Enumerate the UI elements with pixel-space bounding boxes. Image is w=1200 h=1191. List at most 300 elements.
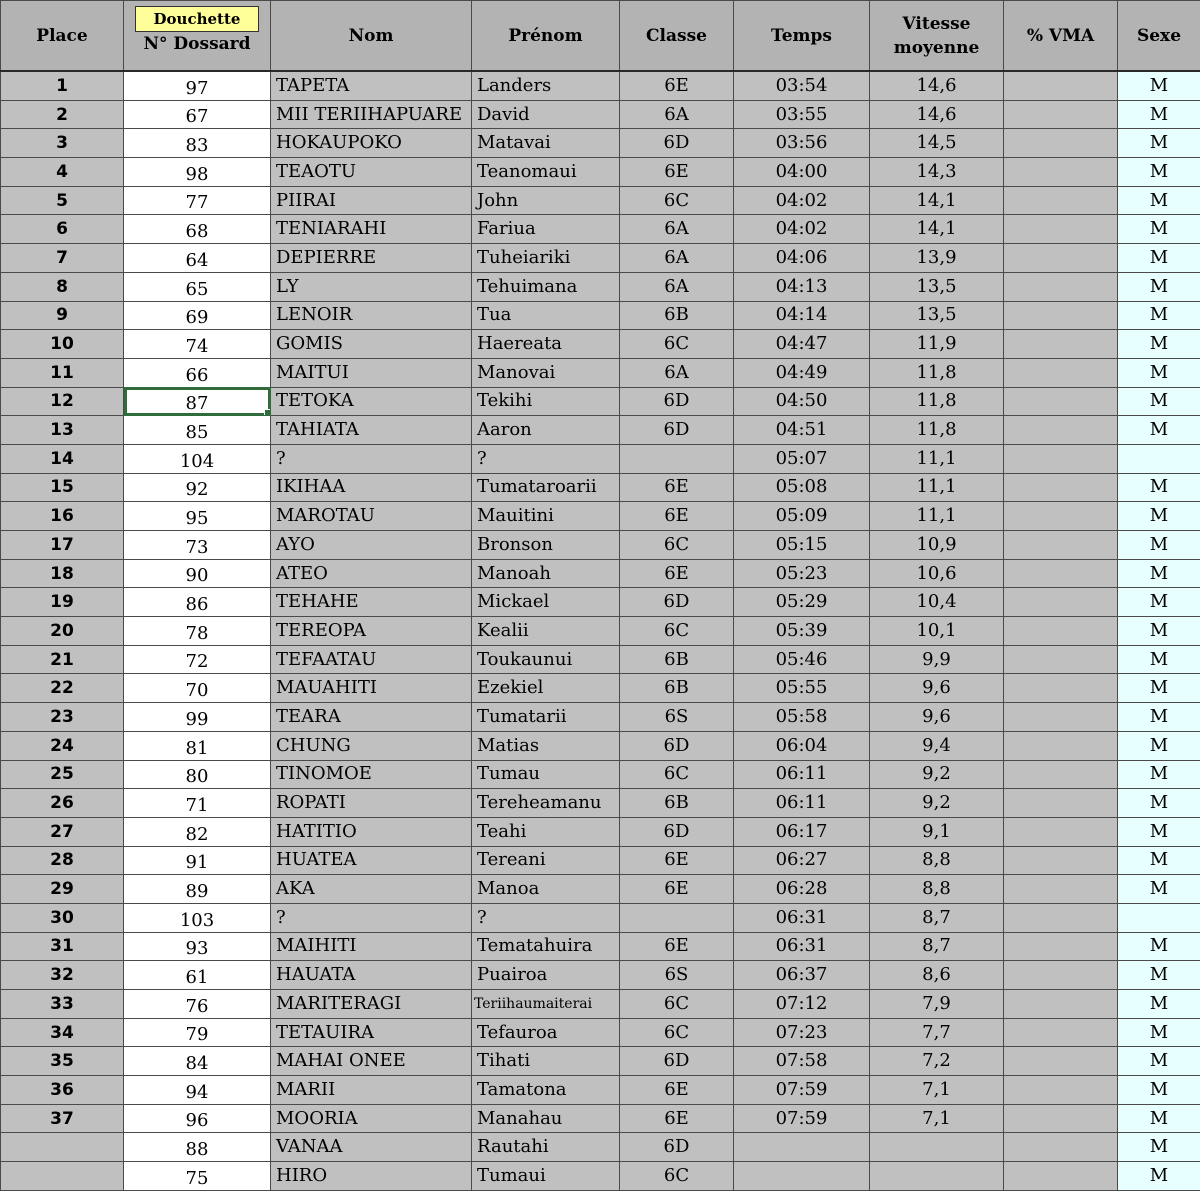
place-cell[interactable]: 2 bbox=[1, 100, 124, 129]
sexe-cell[interactable]: M bbox=[1118, 473, 1200, 502]
place-cell[interactable]: 33 bbox=[1, 990, 124, 1019]
sexe-cell[interactable]: M bbox=[1118, 1018, 1200, 1047]
prenom-cell[interactable]: John bbox=[472, 186, 620, 215]
classe-cell[interactable]: 6E bbox=[620, 932, 734, 961]
vitesse-cell[interactable]: 14,1 bbox=[870, 215, 1004, 244]
classe-cell[interactable]: 6A bbox=[620, 358, 734, 387]
classe-cell[interactable]: 6C bbox=[620, 531, 734, 560]
temps-cell[interactable]: 05:29 bbox=[734, 588, 870, 617]
prenom-cell[interactable]: Tuheiariki bbox=[472, 244, 620, 273]
vma-cell[interactable] bbox=[1004, 1076, 1118, 1105]
dossard-cell[interactable]: 84 bbox=[124, 1047, 271, 1076]
temps-cell[interactable]: 05:39 bbox=[734, 617, 870, 646]
nom-cell[interactable]: MAIHITI bbox=[271, 932, 472, 961]
sexe-cell[interactable]: M bbox=[1118, 272, 1200, 301]
vma-cell[interactable] bbox=[1004, 186, 1118, 215]
dossard-cell[interactable]: 70 bbox=[124, 674, 271, 703]
classe-cell[interactable]: 6E bbox=[620, 71, 734, 100]
temps-cell[interactable]: 06:28 bbox=[734, 875, 870, 904]
vitesse-cell[interactable]: 11,8 bbox=[870, 387, 1004, 416]
prenom-cell[interactable]: Tumataroarii bbox=[472, 473, 620, 502]
vma-cell[interactable] bbox=[1004, 100, 1118, 129]
dossard-cell[interactable]: 92 bbox=[124, 473, 271, 502]
dossard-cell[interactable]: 104 bbox=[124, 444, 271, 473]
nom-cell[interactable]: MAHAI ONEE bbox=[271, 1047, 472, 1076]
vitesse-cell[interactable]: 10,6 bbox=[870, 559, 1004, 588]
place-cell[interactable]: 15 bbox=[1, 473, 124, 502]
dossard-cell[interactable]: 71 bbox=[124, 789, 271, 818]
prenom-cell[interactable]: ? bbox=[472, 903, 620, 932]
vitesse-cell[interactable]: 11,8 bbox=[870, 416, 1004, 445]
prenom-cell[interactable]: Manovai bbox=[472, 358, 620, 387]
sexe-cell[interactable] bbox=[1118, 444, 1200, 473]
vma-cell[interactable] bbox=[1004, 330, 1118, 359]
temps-cell[interactable]: 04:49 bbox=[734, 358, 870, 387]
header-nom[interactable]: Nom bbox=[271, 1, 472, 72]
vitesse-cell[interactable]: 11,9 bbox=[870, 330, 1004, 359]
nom-cell[interactable]: TEAOTU bbox=[271, 158, 472, 187]
classe-cell[interactable] bbox=[620, 903, 734, 932]
sexe-cell[interactable]: M bbox=[1118, 186, 1200, 215]
vma-cell[interactable] bbox=[1004, 158, 1118, 187]
place-cell[interactable] bbox=[1, 1162, 124, 1191]
nom-cell[interactable]: MII TERIIHAPUARE bbox=[271, 100, 472, 129]
vma-cell[interactable] bbox=[1004, 387, 1118, 416]
place-cell[interactable]: 12 bbox=[1, 387, 124, 416]
fill-handle[interactable] bbox=[264, 409, 271, 416]
sexe-cell[interactable]: M bbox=[1118, 961, 1200, 990]
prenom-cell[interactable]: Tereani bbox=[472, 846, 620, 875]
sexe-cell[interactable]: M bbox=[1118, 674, 1200, 703]
nom-cell[interactable]: TEREOPA bbox=[271, 617, 472, 646]
place-cell[interactable]: 5 bbox=[1, 186, 124, 215]
sexe-cell[interactable]: M bbox=[1118, 875, 1200, 904]
place-cell[interactable]: 13 bbox=[1, 416, 124, 445]
nom-cell[interactable]: HAUATA bbox=[271, 961, 472, 990]
temps-cell[interactable]: 04:02 bbox=[734, 215, 870, 244]
header-vitesse[interactable] bbox=[870, 1, 1004, 72]
prenom-cell[interactable]: Teriihaumaiterai bbox=[472, 990, 620, 1019]
vma-cell[interactable] bbox=[1004, 215, 1118, 244]
prenom-cell[interactable]: Tamatona bbox=[472, 1076, 620, 1105]
vitesse-cell[interactable]: 8,7 bbox=[870, 903, 1004, 932]
nom-cell[interactable]: LY bbox=[271, 272, 472, 301]
temps-cell[interactable]: 05:58 bbox=[734, 703, 870, 732]
place-cell[interactable]: 17 bbox=[1, 531, 124, 560]
classe-cell[interactable]: 6E bbox=[620, 158, 734, 187]
dossard-cell[interactable]: 103 bbox=[124, 903, 271, 932]
dossard-cell[interactable]: 78 bbox=[124, 617, 271, 646]
vitesse-cell[interactable]: 14,3 bbox=[870, 158, 1004, 187]
prenom-cell[interactable]: Tekihi bbox=[472, 387, 620, 416]
place-cell[interactable]: 3 bbox=[1, 129, 124, 158]
temps-cell[interactable]: 07:23 bbox=[734, 1018, 870, 1047]
vma-cell[interactable] bbox=[1004, 903, 1118, 932]
vitesse-cell[interactable]: 7,1 bbox=[870, 1076, 1004, 1105]
prenom-cell[interactable]: Manoah bbox=[472, 559, 620, 588]
sexe-cell[interactable]: M bbox=[1118, 129, 1200, 158]
selected-cell[interactable]: 87 bbox=[124, 387, 271, 416]
vma-cell[interactable] bbox=[1004, 846, 1118, 875]
vma-cell[interactable] bbox=[1004, 617, 1118, 646]
sexe-cell[interactable]: M bbox=[1118, 588, 1200, 617]
vitesse-cell[interactable]: 13,5 bbox=[870, 301, 1004, 330]
dossard-cell[interactable]: 97 bbox=[124, 71, 271, 100]
nom-cell[interactable]: MARITERAGI bbox=[271, 990, 472, 1019]
vitesse-cell[interactable]: 7,2 bbox=[870, 1047, 1004, 1076]
vitesse-cell[interactable]: 8,8 bbox=[870, 846, 1004, 875]
dossard-cell[interactable]: 64 bbox=[124, 244, 271, 273]
classe-cell[interactable]: 6E bbox=[620, 846, 734, 875]
place-cell[interactable]: 16 bbox=[1, 502, 124, 531]
prenom-cell[interactable]: Manoa bbox=[472, 875, 620, 904]
classe-cell[interactable]: 6E bbox=[620, 473, 734, 502]
dossard-cell[interactable]: 66 bbox=[124, 358, 271, 387]
vma-cell[interactable] bbox=[1004, 1104, 1118, 1133]
vma-cell[interactable] bbox=[1004, 789, 1118, 818]
nom-cell[interactable]: MARII bbox=[271, 1076, 472, 1105]
nom-cell[interactable]: CHUNG bbox=[271, 731, 472, 760]
sexe-cell[interactable]: M bbox=[1118, 1133, 1200, 1162]
sexe-cell[interactable]: M bbox=[1118, 358, 1200, 387]
nom-cell[interactable]: HATITIO bbox=[271, 817, 472, 846]
dossard-cell[interactable]: 68 bbox=[124, 215, 271, 244]
temps-cell[interactable]: 04:02 bbox=[734, 186, 870, 215]
dossard-cell[interactable]: 95 bbox=[124, 502, 271, 531]
classe-cell[interactable]: 6D bbox=[620, 817, 734, 846]
temps-cell[interactable]: 05:46 bbox=[734, 645, 870, 674]
vma-cell[interactable] bbox=[1004, 358, 1118, 387]
dossard-cell[interactable]: 96 bbox=[124, 1104, 271, 1133]
prenom-cell[interactable]: Tihati bbox=[472, 1047, 620, 1076]
prenom-cell[interactable]: Kealii bbox=[472, 617, 620, 646]
temps-cell[interactable]: 04:13 bbox=[734, 272, 870, 301]
nom-cell[interactable]: VANAA bbox=[271, 1133, 472, 1162]
sexe-cell[interactable]: M bbox=[1118, 71, 1200, 100]
dossard-cell[interactable]: 89 bbox=[124, 875, 271, 904]
classe-cell[interactable]: 6D bbox=[620, 588, 734, 617]
place-cell[interactable]: 4 bbox=[1, 158, 124, 187]
place-cell[interactable]: 24 bbox=[1, 731, 124, 760]
dossard-cell[interactable]: 73 bbox=[124, 531, 271, 560]
vma-cell[interactable] bbox=[1004, 817, 1118, 846]
temps-cell[interactable]: 07:58 bbox=[734, 1047, 870, 1076]
temps-cell[interactable]: 05:09 bbox=[734, 502, 870, 531]
nom-cell[interactable]: HIRO bbox=[271, 1162, 472, 1191]
prenom-cell[interactable]: ? bbox=[472, 444, 620, 473]
place-cell[interactable]: 18 bbox=[1, 559, 124, 588]
dossard-cell[interactable]: 98 bbox=[124, 158, 271, 187]
place-cell[interactable]: 22 bbox=[1, 674, 124, 703]
vma-cell[interactable] bbox=[1004, 674, 1118, 703]
vma-cell[interactable] bbox=[1004, 990, 1118, 1019]
prenom-cell[interactable]: Tematahuira bbox=[472, 932, 620, 961]
sexe-cell[interactable]: M bbox=[1118, 645, 1200, 674]
classe-cell[interactable]: 6D bbox=[620, 1133, 734, 1162]
prenom-cell[interactable]: Tefauroa bbox=[472, 1018, 620, 1047]
temps-cell[interactable]: 03:56 bbox=[734, 129, 870, 158]
dossard-cell[interactable]: 69 bbox=[124, 301, 271, 330]
classe-cell[interactable]: 6D bbox=[620, 1047, 734, 1076]
prenom-cell[interactable]: David bbox=[472, 100, 620, 129]
dossard-cell[interactable]: 79 bbox=[124, 1018, 271, 1047]
prenom-cell[interactable]: Tumatarii bbox=[472, 703, 620, 732]
dossard-cell[interactable]: 80 bbox=[124, 760, 271, 789]
vitesse-cell[interactable] bbox=[870, 1133, 1004, 1162]
dossard-cell[interactable]: 90 bbox=[124, 559, 271, 588]
vitesse-cell[interactable]: 14,1 bbox=[870, 186, 1004, 215]
vitesse-cell[interactable]: 13,5 bbox=[870, 272, 1004, 301]
classe-cell[interactable]: 6C bbox=[620, 1162, 734, 1191]
nom-cell[interactable]: TEARA bbox=[271, 703, 472, 732]
vitesse-cell[interactable]: 8,8 bbox=[870, 875, 1004, 904]
classe-cell[interactable]: 6A bbox=[620, 215, 734, 244]
prenom-cell[interactable]: Teanomaui bbox=[472, 158, 620, 187]
dossard-cell[interactable]: 99 bbox=[124, 703, 271, 732]
classe-cell[interactable]: 6B bbox=[620, 645, 734, 674]
nom-cell[interactable]: ROPATI bbox=[271, 789, 472, 818]
place-cell[interactable]: 25 bbox=[1, 760, 124, 789]
vitesse-cell[interactable]: 14,6 bbox=[870, 71, 1004, 100]
place-cell[interactable]: 30 bbox=[1, 903, 124, 932]
sexe-cell[interactable]: M bbox=[1118, 502, 1200, 531]
classe-cell[interactable]: 6S bbox=[620, 961, 734, 990]
vitesse-cell[interactable]: 10,9 bbox=[870, 531, 1004, 560]
prenom-cell[interactable]: Tehuimana bbox=[472, 272, 620, 301]
vma-cell[interactable] bbox=[1004, 473, 1118, 502]
sexe-cell[interactable]: M bbox=[1118, 817, 1200, 846]
place-cell[interactable]: 20 bbox=[1, 617, 124, 646]
classe-cell[interactable]: 6A bbox=[620, 100, 734, 129]
classe-cell[interactable]: 6D bbox=[620, 416, 734, 445]
temps-cell[interactable]: 06:27 bbox=[734, 846, 870, 875]
prenom-cell[interactable]: Toukaunui bbox=[472, 645, 620, 674]
nom-cell[interactable]: ATEO bbox=[271, 559, 472, 588]
prenom-cell[interactable]: Matavai bbox=[472, 129, 620, 158]
place-cell[interactable]: 8 bbox=[1, 272, 124, 301]
place-cell[interactable]: 11 bbox=[1, 358, 124, 387]
prenom-cell[interactable]: Puairoa bbox=[472, 961, 620, 990]
vma-cell[interactable] bbox=[1004, 588, 1118, 617]
sexe-cell[interactable] bbox=[1118, 903, 1200, 932]
sexe-cell[interactable]: M bbox=[1118, 1047, 1200, 1076]
dossard-cell[interactable]: 77 bbox=[124, 186, 271, 215]
prenom-cell[interactable]: Tumau bbox=[472, 760, 620, 789]
sexe-cell[interactable]: M bbox=[1118, 301, 1200, 330]
classe-cell[interactable]: 6E bbox=[620, 1104, 734, 1133]
classe-cell[interactable]: 6E bbox=[620, 502, 734, 531]
place-cell[interactable]: 19 bbox=[1, 588, 124, 617]
sexe-cell[interactable]: M bbox=[1118, 760, 1200, 789]
classe-cell[interactable]: 6C bbox=[620, 330, 734, 359]
sexe-cell[interactable]: M bbox=[1118, 1104, 1200, 1133]
place-cell[interactable]: 6 bbox=[1, 215, 124, 244]
place-cell[interactable]: 28 bbox=[1, 846, 124, 875]
vitesse-cell[interactable]: 9,1 bbox=[870, 817, 1004, 846]
dossard-cell[interactable]: 91 bbox=[124, 846, 271, 875]
temps-cell[interactable]: 05:15 bbox=[734, 531, 870, 560]
temps-cell[interactable]: 06:04 bbox=[734, 731, 870, 760]
place-cell[interactable]: 27 bbox=[1, 817, 124, 846]
vitesse-cell[interactable]: 8,6 bbox=[870, 961, 1004, 990]
nom-cell[interactable]: MAROTAU bbox=[271, 502, 472, 531]
nom-cell[interactable]: MAUAHITI bbox=[271, 674, 472, 703]
vma-cell[interactable] bbox=[1004, 272, 1118, 301]
nom-cell[interactable]: ? bbox=[271, 444, 472, 473]
dossard-cell[interactable]: 88 bbox=[124, 1133, 271, 1162]
place-cell[interactable]: 21 bbox=[1, 645, 124, 674]
sexe-cell[interactable]: M bbox=[1118, 559, 1200, 588]
prenom-cell[interactable]: Haereata bbox=[472, 330, 620, 359]
vma-cell[interactable] bbox=[1004, 1162, 1118, 1191]
dossard-cell[interactable]: 67 bbox=[124, 100, 271, 129]
vitesse-cell[interactable]: 11,1 bbox=[870, 502, 1004, 531]
classe-cell[interactable]: 6C bbox=[620, 760, 734, 789]
prenom-cell[interactable]: Tereheamanu bbox=[472, 789, 620, 818]
nom-cell[interactable]: TEHAHE bbox=[271, 588, 472, 617]
temps-cell[interactable]: 06:31 bbox=[734, 932, 870, 961]
sexe-cell[interactable]: M bbox=[1118, 100, 1200, 129]
prenom-cell[interactable]: Teahi bbox=[472, 817, 620, 846]
classe-cell[interactable]: 6E bbox=[620, 1076, 734, 1105]
temps-cell[interactable]: 05:07 bbox=[734, 444, 870, 473]
vma-cell[interactable] bbox=[1004, 932, 1118, 961]
classe-cell[interactable]: 6D bbox=[620, 387, 734, 416]
nom-cell[interactable]: AYO bbox=[271, 531, 472, 560]
vitesse-cell[interactable]: 7,9 bbox=[870, 990, 1004, 1019]
vma-cell[interactable] bbox=[1004, 731, 1118, 760]
sexe-cell[interactable]: M bbox=[1118, 531, 1200, 560]
nom-cell[interactable]: TAPETA bbox=[271, 71, 472, 100]
place-cell[interactable]: 35 bbox=[1, 1047, 124, 1076]
temps-cell[interactable]: 05:08 bbox=[734, 473, 870, 502]
temps-cell[interactable]: 06:11 bbox=[734, 760, 870, 789]
vitesse-cell[interactable]: 9,6 bbox=[870, 674, 1004, 703]
prenom-cell[interactable]: Tua bbox=[472, 301, 620, 330]
dossard-cell[interactable]: 75 bbox=[124, 1162, 271, 1191]
place-cell[interactable] bbox=[1, 1133, 124, 1162]
temps-cell[interactable]: 03:54 bbox=[734, 71, 870, 100]
prenom-cell[interactable]: Ezekiel bbox=[472, 674, 620, 703]
vma-cell[interactable] bbox=[1004, 1047, 1118, 1076]
dossard-cell[interactable]: 61 bbox=[124, 961, 271, 990]
dossard-cell[interactable]: 76 bbox=[124, 990, 271, 1019]
nom-cell[interactable]: GOMIS bbox=[271, 330, 472, 359]
classe-cell[interactable]: 6E bbox=[620, 875, 734, 904]
classe-cell[interactable]: 6D bbox=[620, 129, 734, 158]
vitesse-cell[interactable]: 9,2 bbox=[870, 789, 1004, 818]
nom-cell[interactable]: ? bbox=[271, 903, 472, 932]
sexe-cell[interactable]: M bbox=[1118, 244, 1200, 273]
vma-cell[interactable] bbox=[1004, 961, 1118, 990]
vitesse-cell[interactable]: 14,6 bbox=[870, 100, 1004, 129]
temps-cell[interactable]: 03:55 bbox=[734, 100, 870, 129]
temps-cell[interactable]: 04:06 bbox=[734, 244, 870, 273]
place-cell[interactable]: 34 bbox=[1, 1018, 124, 1047]
nom-cell[interactable]: LENOIR bbox=[271, 301, 472, 330]
sexe-cell[interactable]: M bbox=[1118, 387, 1200, 416]
prenom-cell[interactable]: Mauitini bbox=[472, 502, 620, 531]
nom-cell[interactable]: HUATEA bbox=[271, 846, 472, 875]
sexe-cell[interactable]: M bbox=[1118, 990, 1200, 1019]
place-cell[interactable]: 26 bbox=[1, 789, 124, 818]
sexe-cell[interactable]: M bbox=[1118, 158, 1200, 187]
sexe-cell[interactable]: M bbox=[1118, 789, 1200, 818]
nom-cell[interactable]: HOKAUPOKO bbox=[271, 129, 472, 158]
classe-cell[interactable] bbox=[620, 444, 734, 473]
temps-cell[interactable]: 04:50 bbox=[734, 387, 870, 416]
prenom-cell[interactable]: Tumaui bbox=[472, 1162, 620, 1191]
vitesse-cell[interactable]: 13,9 bbox=[870, 244, 1004, 273]
vma-cell[interactable] bbox=[1004, 444, 1118, 473]
header-classe[interactable]: Classe bbox=[620, 1, 734, 72]
dossard-cell[interactable]: 82 bbox=[124, 817, 271, 846]
dossard-cell[interactable]: 65 bbox=[124, 272, 271, 301]
vma-cell[interactable] bbox=[1004, 559, 1118, 588]
temps-cell[interactable]: 07:12 bbox=[734, 990, 870, 1019]
vma-cell[interactable] bbox=[1004, 703, 1118, 732]
header-sexe[interactable]: Sexe bbox=[1118, 1, 1200, 72]
prenom-cell[interactable]: Mickael bbox=[472, 588, 620, 617]
classe-cell[interactable]: 6B bbox=[620, 789, 734, 818]
classe-cell[interactable]: 6C bbox=[620, 186, 734, 215]
vma-cell[interactable] bbox=[1004, 1133, 1118, 1162]
temps-cell[interactable]: 06:11 bbox=[734, 789, 870, 818]
vma-cell[interactable] bbox=[1004, 244, 1118, 273]
prenom-cell[interactable]: Rautahi bbox=[472, 1133, 620, 1162]
prenom-cell[interactable]: Landers bbox=[472, 71, 620, 100]
sexe-cell[interactable]: M bbox=[1118, 330, 1200, 359]
vma-cell[interactable] bbox=[1004, 129, 1118, 158]
dossard-cell[interactable]: 72 bbox=[124, 645, 271, 674]
vma-cell[interactable] bbox=[1004, 645, 1118, 674]
nom-cell[interactable]: DEPIERRE bbox=[271, 244, 472, 273]
temps-cell[interactable] bbox=[734, 1162, 870, 1191]
dossard-cell[interactable]: 74 bbox=[124, 330, 271, 359]
vitesse-cell[interactable]: 9,2 bbox=[870, 760, 1004, 789]
prenom-cell[interactable]: Bronson bbox=[472, 531, 620, 560]
dossard-cell[interactable]: 85 bbox=[124, 416, 271, 445]
sexe-cell[interactable]: M bbox=[1118, 617, 1200, 646]
header-dossard[interactable] bbox=[124, 1, 271, 72]
nom-cell[interactable]: TAHIATA bbox=[271, 416, 472, 445]
nom-cell[interactable]: MOORIA bbox=[271, 1104, 472, 1133]
sexe-cell[interactable]: M bbox=[1118, 731, 1200, 760]
nom-cell[interactable]: PIIRAI bbox=[271, 186, 472, 215]
temps-cell[interactable]: 05:55 bbox=[734, 674, 870, 703]
vitesse-cell[interactable]: 7,7 bbox=[870, 1018, 1004, 1047]
vitesse-cell[interactable]: 11,1 bbox=[870, 444, 1004, 473]
vma-cell[interactable] bbox=[1004, 531, 1118, 560]
nom-cell[interactable]: TETOKA bbox=[271, 387, 472, 416]
temps-cell[interactable]: 07:59 bbox=[734, 1076, 870, 1105]
nom-cell[interactable]: AKA bbox=[271, 875, 472, 904]
prenom-cell[interactable]: Matias bbox=[472, 731, 620, 760]
vitesse-cell[interactable]: 10,1 bbox=[870, 617, 1004, 646]
nom-cell[interactable]: MAITUI bbox=[271, 358, 472, 387]
header-vma[interactable]: % VMA bbox=[1004, 1, 1118, 72]
place-cell[interactable]: 9 bbox=[1, 301, 124, 330]
header-temps[interactable]: Temps bbox=[734, 1, 870, 72]
place-cell[interactable]: 23 bbox=[1, 703, 124, 732]
sexe-cell[interactable]: M bbox=[1118, 703, 1200, 732]
dossard-cell[interactable]: 83 bbox=[124, 129, 271, 158]
vitesse-cell[interactable]: 9,9 bbox=[870, 645, 1004, 674]
temps-cell[interactable]: 04:14 bbox=[734, 301, 870, 330]
vitesse-cell[interactable] bbox=[870, 1162, 1004, 1191]
nom-cell[interactable]: TETAUIRA bbox=[271, 1018, 472, 1047]
classe-cell[interactable]: 6E bbox=[620, 559, 734, 588]
